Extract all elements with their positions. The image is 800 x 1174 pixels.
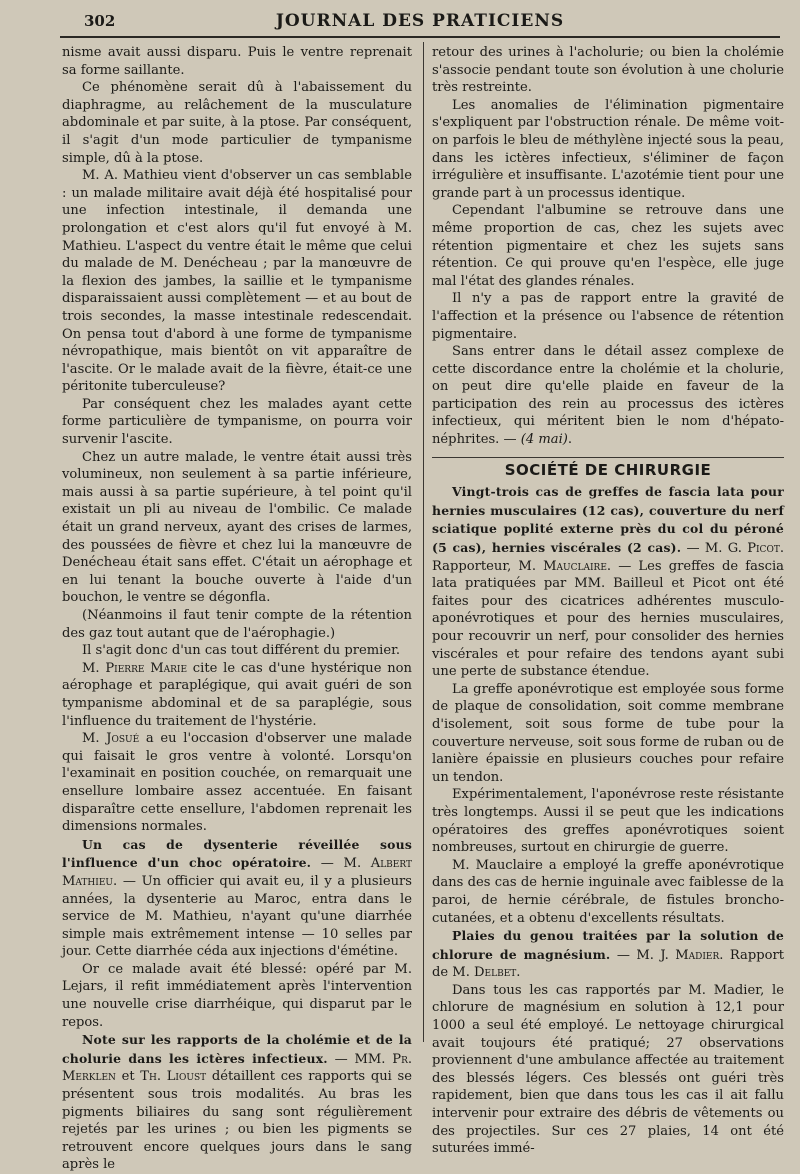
- text-run: et: [115, 1069, 141, 1085]
- text-run: Sans entrer dans le détail assez complexe de cette discordance entre la cholémie et la cholurie, on peut dire qu'elle plaide en faveur de la participation des rein au processus des ictères infectieux, qui méritent bien le nom d'hépato-néphrites. —: [432, 344, 784, 448]
- paragraph: [62, 836, 412, 961]
- journal-title: JOURNAL DES PRATICIENS: [275, 11, 565, 31]
- text-run: . — Les greffes de fascia lata pratiquées par MM. Bailleul et Picot ont été faites pour des cicatrices adhérentes musculo-aponévrotiques et pour des hernies musculaires, pour recouvrir un nerf, pour consolider des hernies viscérales et pour refaire des tendons ayant subi une perte de substance étendue.: [432, 558, 784, 680]
- article-lead: Note sur les rapports de la cholémie et de la cholurie dans les ictères infectieux.: [62, 1032, 412, 1066]
- author-name: Delbet: [474, 965, 517, 981]
- paragraph: Il s'agit donc d'un cas tout différent du premier.: [82, 643, 401, 659]
- article-lead: Un cas de dysenterie réveillée sous l'influence d'un choc opératoire.: [62, 836, 412, 871]
- author-name: Mauclaire: [543, 558, 607, 574]
- author-name: Josué: [106, 731, 140, 747]
- paragraph: [432, 483, 784, 681]
- paragraph: Chez un autre malade, le ventre était aussi très volumineux, non seulement à sa partie inférieure, mais aussi à sa partie supérieure, à tel point qu'il existait un pli au niveau de l'ombilic. Ce malade était un grand nerveux, ayant des crises de larmes, des poussées de fièvre et chez lui la manœuvre de Denécheau était sans effet. C'était un aérophage et en lui tenant la bouche ouverte à l'aide d'un bouchon, le ventre se dégonfla.: [62, 449, 412, 606]
- text-run: . Rapporteur, M.: [432, 541, 784, 574]
- text-run: .: [567, 432, 573, 448]
- article-lead: Vingt-trois cas de greffes de fascia lata pour hernies musculaires (12 cas), couverture du nerf sciatique poplité externe près du col du péroné (5 cas), hernies viscérales (2 cas).: [432, 484, 784, 556]
- paragraph: Dans tous les cas rapportés par M. Madier, le chlorure de magnésium en solution à 12,1 pour 1000 a seul été employé. Le nettoyage chirurgical avait toujours été pratiqué; 27 observations proviennent d'une ambulance affectée au traitement des blessés légers. Ces blessés ont guéri très rapidement, bien que dans tous les cas il ait fallu intervenir pour extraire des débris de vêtements ou des projectiles. Sur ces 27 plaies, 14 ont été suturées immé-: [432, 982, 784, 1157]
- paragraph: [62, 730, 412, 836]
- text-run: .: [516, 965, 521, 981]
- paragraph: Il n'y a pas de rapport entre la gravité de l'affection et la présence ou l'absence de rétention pigmentaire.: [432, 291, 784, 342]
- paragraph: (Néanmoins il faut tenir compte de la rétention des gaz tout autant que de l'aérophagie.): [62, 608, 412, 641]
- date: (4 mai): [520, 432, 568, 448]
- paragraph: [62, 1031, 412, 1174]
- paragraph: [432, 343, 784, 449]
- column-divider: [423, 42, 424, 1042]
- author-name: Picot: [747, 541, 780, 557]
- paragraph: M. Mauclaire a employé la greffe aponévrotique dans des cas de hernie inguinale avec faiblesse de la paroi, de hernie cérébrale, de fistules broncho-cutanées, et a obtenu d'excellents résultats.: [432, 857, 784, 926]
- right-column: [432, 44, 784, 1157]
- text-run: . Rapport de M.: [432, 947, 784, 981]
- text-run: — M. G.: [681, 541, 748, 557]
- paragraph: M. A. Mathieu vient d'observer un cas semblable : un malade militaire avait déjà été hospitalisé pour une infection intestinale, il demanda une prolongation et c'est alors qu'il fut envoyé à M. Mathieu. L'aspect du ventre était le même que celui du malade de M. Denécheau ; par la manœuvre de la flexion des jambes, la saillie et le tympanisme disparaissaient aussi complètement — et au bout de trois secondes, la masse intestinale redescendait. On pensa tout d'abord à une forme de tympanisme névropathique, mais bientôt on vit apparaître de l'ascite. Or le malade avait de la fièvre, était-ce une péritonite tuberculeuse?: [62, 168, 412, 395]
- left-column: [62, 44, 413, 1173]
- author-name: Albert Mathieu: [62, 856, 412, 889]
- author-name: Madier: [675, 947, 720, 963]
- text-run: — MM.: [327, 1051, 393, 1067]
- text-run: — M.: [311, 856, 371, 872]
- article-lead: Plaies du genou traitées par la solution de chlorure de magnésium.: [432, 928, 784, 962]
- paragraph: nisme avait aussi disparu. Puis le ventre reprenait sa forme saillante.: [62, 45, 412, 78]
- text-run: . — Un officier qui avait eu, il y a plusieurs années, la dysenterie au Maroc, entra dans le service de M. Mathieu, n'ayant qu'une diarrhée simple mais extrêmement intense — 10 selles par jour. Cette diarrhée céda aux injections d'émétine.: [62, 873, 412, 960]
- paragraph: Cependant l'albumine se retrouve dans une même proportion de cas, chez les sujets avec rétention pigmentaire et chez les sujets sans rétention. Ce qui prouve qu'en l'espèce, elle juge mal l'état des glandes rénales.: [432, 203, 784, 289]
- text-run: détaillent ces rapports qui se présentent sous trois modalités. Au bras les pigments biliaires du sang sont régulièrement rejetés par les urines ; ou bien les pigments se retrouvent encore quelques jours dans le sang après le: [62, 1069, 412, 1173]
- paragraph: [62, 660, 412, 730]
- paragraph: Par conséquent chez les malades ayant cette forme particulière de tympanisme, on pourra voir survenir l'ascite.: [62, 396, 412, 448]
- text-run: M.: [82, 660, 106, 676]
- paragraph: [432, 927, 784, 982]
- page-header: [60, 6, 780, 38]
- paragraph: Ce phénomène serait dû à l'abaissement du diaphragme, au relâchement de la musculature abdominale et par suite, à la ptose. Par conséquent, il s'agit d'un mode particulier de tympanisme simple, dû à la ptose.: [62, 80, 412, 166]
- text-run: cite le cas d'une hystérique non aérophage et paraplégique, qui avait guéri de son tympanisme abdominal et de sa paraplégie, sous l'influence du traitement de l'hystérie.: [62, 660, 412, 729]
- paragraph: Les anomalies de l'élimination pigmentaire s'expliquent par l'obstruction rénale. De même voit-on parfois le bleu de méthylène injecté sous la peau, dans les ictères infectieux, s'éliminer de façon irrégulière et insuffisante. L'azotémie tient pour une grande part à un processus identique.: [432, 97, 784, 201]
- author-name: Pr. Merklen: [62, 1051, 413, 1085]
- text-run: — M. J.: [610, 947, 676, 963]
- paragraph: Or ce malade avait été blessé: opéré par M. Lejars, il refit immédiatement après l'intervention une nouvelle crise diarrhéique, qui disparut par le repos.: [62, 961, 412, 1030]
- section-heading: SOCIÉTÉ DE CHIRURGIE: [432, 457, 784, 480]
- author-name: Pierre Marie: [105, 660, 188, 676]
- text-run: M.: [82, 731, 107, 747]
- paragraph: La greffe aponévrotique est employée sous forme de plaque de consolidation, soit comme membrane d'isolement, soit sous forme de tube pour la couverture nerveuse, soit sous forme de ruban ou de lanière épaissie en plusieurs couches pour refaire un tendon.: [432, 681, 784, 785]
- author-name: Th. Lioust: [140, 1069, 207, 1085]
- page-number: 302: [84, 12, 116, 30]
- paragraph: Expérimentalement, l'aponévrose reste résistante très longtemps. Aussi il se peut que les indications opératoires des greffes aponévrotiques soient nombreuses, surtout en chirurgie de guerre.: [432, 787, 784, 856]
- paragraph: retour des urines à l'acholurie; ou bien la cholémie s'associe pendant toute son évolution à une cholurie très restreinte.: [432, 45, 784, 96]
- text-run: a eu l'occasion d'observer une malade qui faisait le gros ventre à volonté. Lorsqu'on l'examinait en position couchée, on remarquait une ensellure lombaire assez accentuée. En faisant disparaître cette ensellure, l'abdomen reprenait les dimensions normales.: [62, 731, 413, 835]
